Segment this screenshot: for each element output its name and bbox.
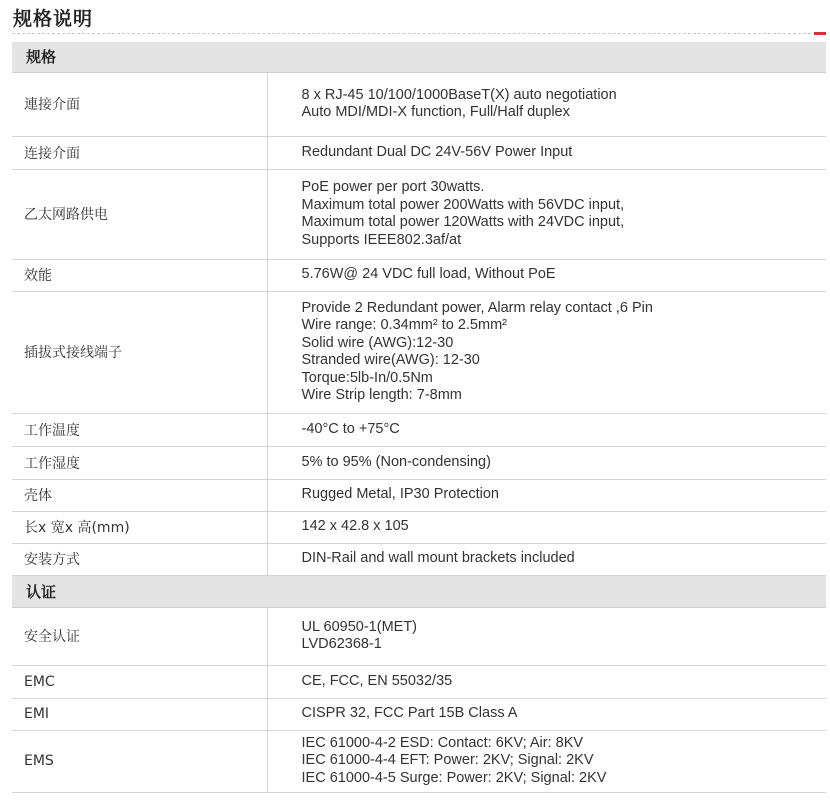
spec-label: 乙太网路供电 — [12, 169, 267, 259]
spec-row-housing — [12, 479, 826, 511]
spec-value — [267, 136, 826, 169]
spec-row-emi — [12, 698, 826, 730]
spec-value-line: PoE power per port 30watts. — [301, 179, 485, 195]
spec-row-emc — [12, 665, 826, 698]
spec-value — [267, 169, 826, 259]
spec-value-line: Torque:5lb-In/0.5Nm — [301, 369, 433, 386]
spec-value-line: Maximum total power 120Watts with 24VDC input, — [301, 214, 625, 230]
spec-value-line: Auto MDI/MDI-X function, Full/Half duplex — [301, 104, 570, 120]
spec-value-line: IEC 61000-4-2 ESD: Contact: 6KV; Air: 8KV — [301, 734, 584, 751]
spec-value — [267, 72, 826, 136]
spec-label: 连接介面 — [12, 136, 267, 169]
spec-label: EMS — [12, 730, 267, 792]
spec-value-line: Maximum total power 200Watts with 56VDC input, — [301, 196, 625, 213]
spec-label: EMI — [12, 698, 267, 730]
spec-row-terminal-block — [12, 291, 826, 413]
spec-label: 壳体 — [12, 479, 267, 511]
spec-value-line: 8 x RJ-45 10/100/1000BaseT(X) auto negotiation — [301, 86, 617, 103]
spec-value — [267, 479, 826, 511]
section-header-certifications — [12, 575, 826, 607]
spec-value-line: UL 60950-1(MET) — [301, 618, 418, 635]
spec-value-line: -40°C to +75°C — [301, 420, 400, 437]
spec-value — [267, 291, 826, 413]
spec-value-line: IEC 61000-4-5 Surge: Power: 2KV; Signal: 2KV — [301, 769, 607, 786]
spec-label: EMC — [12, 665, 267, 698]
page-title: 规格说明 — [13, 8, 94, 30]
spec-value — [267, 543, 826, 575]
spec-value-line: Provide 2 Redundant power, Alarm relay contact ,6 Pin — [301, 299, 653, 316]
spec-value-line: Solid wire (AWG):12-30 — [301, 334, 454, 351]
section-title: 规格 — [12, 42, 826, 72]
section-title: 认证 — [12, 575, 826, 607]
spec-value-line: 5% to 95% (Non-condensing) — [301, 453, 491, 470]
spec-value-line: CISPR 32, FCC Part 15B Class A — [301, 705, 518, 722]
spec-value-line: Supports IEEE802.3af/at — [301, 231, 462, 248]
title-divider — [12, 33, 826, 34]
spec-table — [12, 42, 826, 793]
spec-label: 工作湿度 — [12, 446, 267, 479]
spec-value — [267, 607, 826, 665]
spec-value — [267, 665, 826, 698]
spec-label: 长x 宽x 高(mm) — [12, 511, 267, 543]
spec-value — [267, 698, 826, 730]
spec-value-line: DIN-Rail and wall mount brackets included — [301, 550, 575, 567]
spec-row-performance — [12, 259, 826, 291]
spec-row-ems — [12, 730, 826, 792]
spec-row-mounting — [12, 543, 826, 575]
spec-value-line: 5.76W@ 24 VDC full load, Without PoE — [301, 266, 556, 283]
spec-value — [267, 446, 826, 479]
spec-value — [267, 730, 826, 792]
spec-label: 效能 — [12, 259, 267, 291]
spec-value-line: Redundant Dual DC 24V-56V Power Input — [301, 143, 573, 160]
spec-row-ports — [12, 72, 826, 136]
spec-value-line: Wire Strip length: 7-8mm — [301, 387, 462, 403]
spec-value-line: 142 x 42.8 x 105 — [301, 518, 409, 535]
spec-label: 安装方式 — [12, 543, 267, 575]
spec-row-power-input — [12, 136, 826, 169]
title-accent-mark — [814, 32, 826, 35]
spec-label: 工作温度 — [12, 413, 267, 446]
spec-label: 插拔式接线端子 — [12, 291, 267, 413]
spec-value-line: Stranded wire(AWG): 12-30 — [301, 352, 480, 368]
spec-value — [267, 511, 826, 543]
spec-row-dimensions — [12, 511, 826, 543]
spec-value-line: CE, FCC, EN 55032/35 — [301, 672, 453, 689]
spec-value-line: IEC 61000-4-4 EFT: Power: 2KV; Signal: 2KV — [301, 752, 594, 769]
spec-value — [267, 259, 826, 291]
spec-label: 連接介面 — [12, 72, 267, 136]
spec-value-line: Rugged Metal, IP30 Protection — [301, 486, 499, 503]
spec-value — [267, 413, 826, 446]
spec-value-line: LVD62368-1 — [301, 636, 382, 652]
section-header-specs — [12, 42, 826, 72]
spec-row-poe — [12, 169, 826, 259]
spec-label: 安全认证 — [12, 607, 267, 665]
spec-row-operating-temperature — [12, 413, 826, 446]
spec-row-operating-humidity — [12, 446, 826, 479]
spec-row-safety — [12, 607, 826, 665]
spec-value-line: Wire range: 0.34mm² to 2.5mm² — [301, 317, 507, 333]
